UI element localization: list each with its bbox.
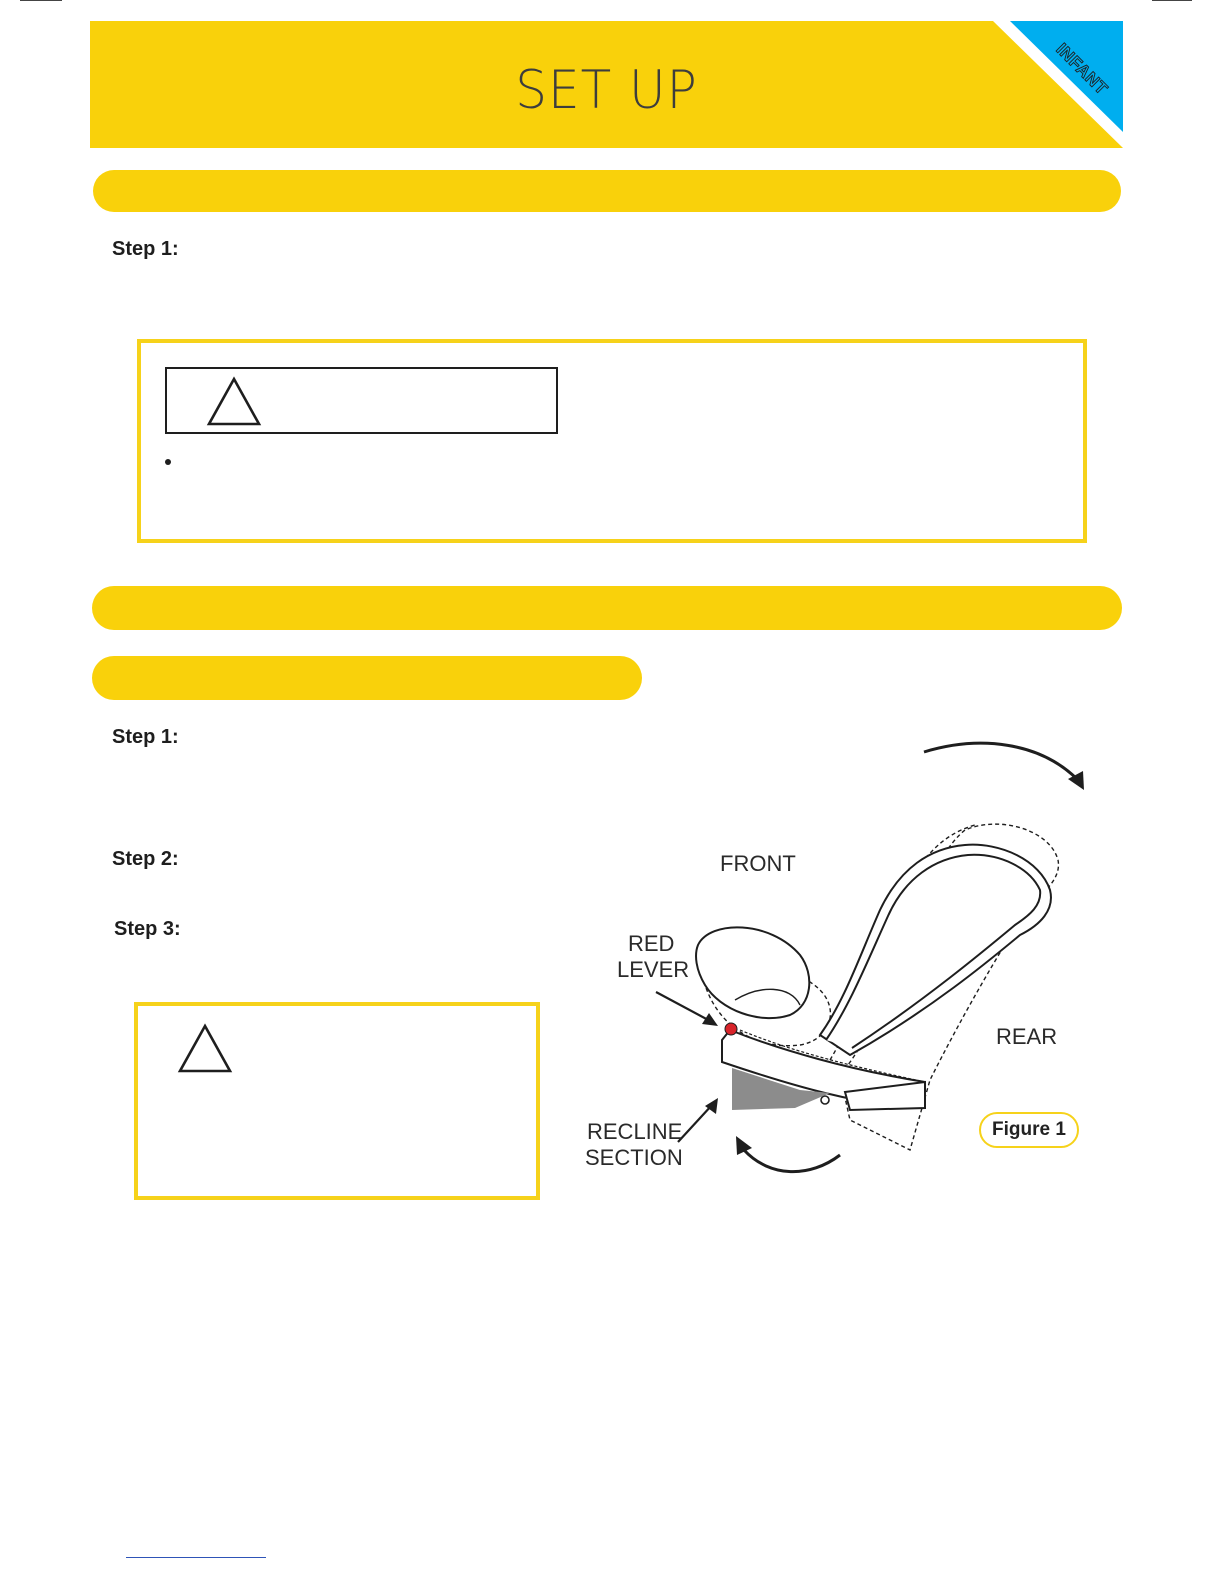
base-bolt [821, 1096, 829, 1104]
rear-label: REAR [996, 1024, 1058, 1049]
red-lever-pointer-head [702, 1013, 718, 1026]
red-lever-label-line1: RED [628, 931, 675, 956]
recline-label-line2: SECTION [585, 1145, 683, 1170]
step-3-label: Step 3: [114, 918, 181, 940]
crop-mark-right [1152, 0, 1192, 1]
rotate-arrow-top [924, 743, 1078, 780]
recline-pointer [678, 1105, 712, 1142]
crop-mark-left [20, 0, 62, 1]
header-banner [90, 21, 1123, 148]
footer-link-underline[interactable] [126, 1557, 266, 1558]
step-1-label: Step 1: [112, 238, 179, 260]
warning-header [165, 367, 558, 434]
section-bar-1 [93, 170, 1121, 212]
warning-triangle-icon [205, 375, 263, 427]
warning-triangle-icon [176, 1022, 234, 1074]
corner-tab-label: INFANT [1052, 39, 1112, 99]
bullet-icon [165, 459, 171, 465]
warning-box-2 [134, 1002, 540, 1200]
recline-label-line1: RECLINE [587, 1119, 683, 1144]
subsection-bar [92, 656, 642, 700]
red-lever-pointer [656, 992, 712, 1022]
page-title: SET UP [515, 59, 698, 121]
seat-cushion [696, 927, 809, 1018]
warning-box-1 [137, 339, 1087, 543]
step-1-label-2: Step 1: [112, 726, 179, 748]
red-lever [725, 1023, 737, 1035]
red-lever-label-line2: LEVER [617, 957, 690, 982]
front-label: FRONT [720, 851, 796, 876]
corner-tab [90, 21, 1123, 148]
rotate-arrow-bottom [744, 1150, 840, 1172]
section-bar-2 [92, 586, 1122, 630]
figure-badge: Figure 1 [979, 1112, 1079, 1148]
step-2-label: Step 2: [112, 848, 179, 870]
